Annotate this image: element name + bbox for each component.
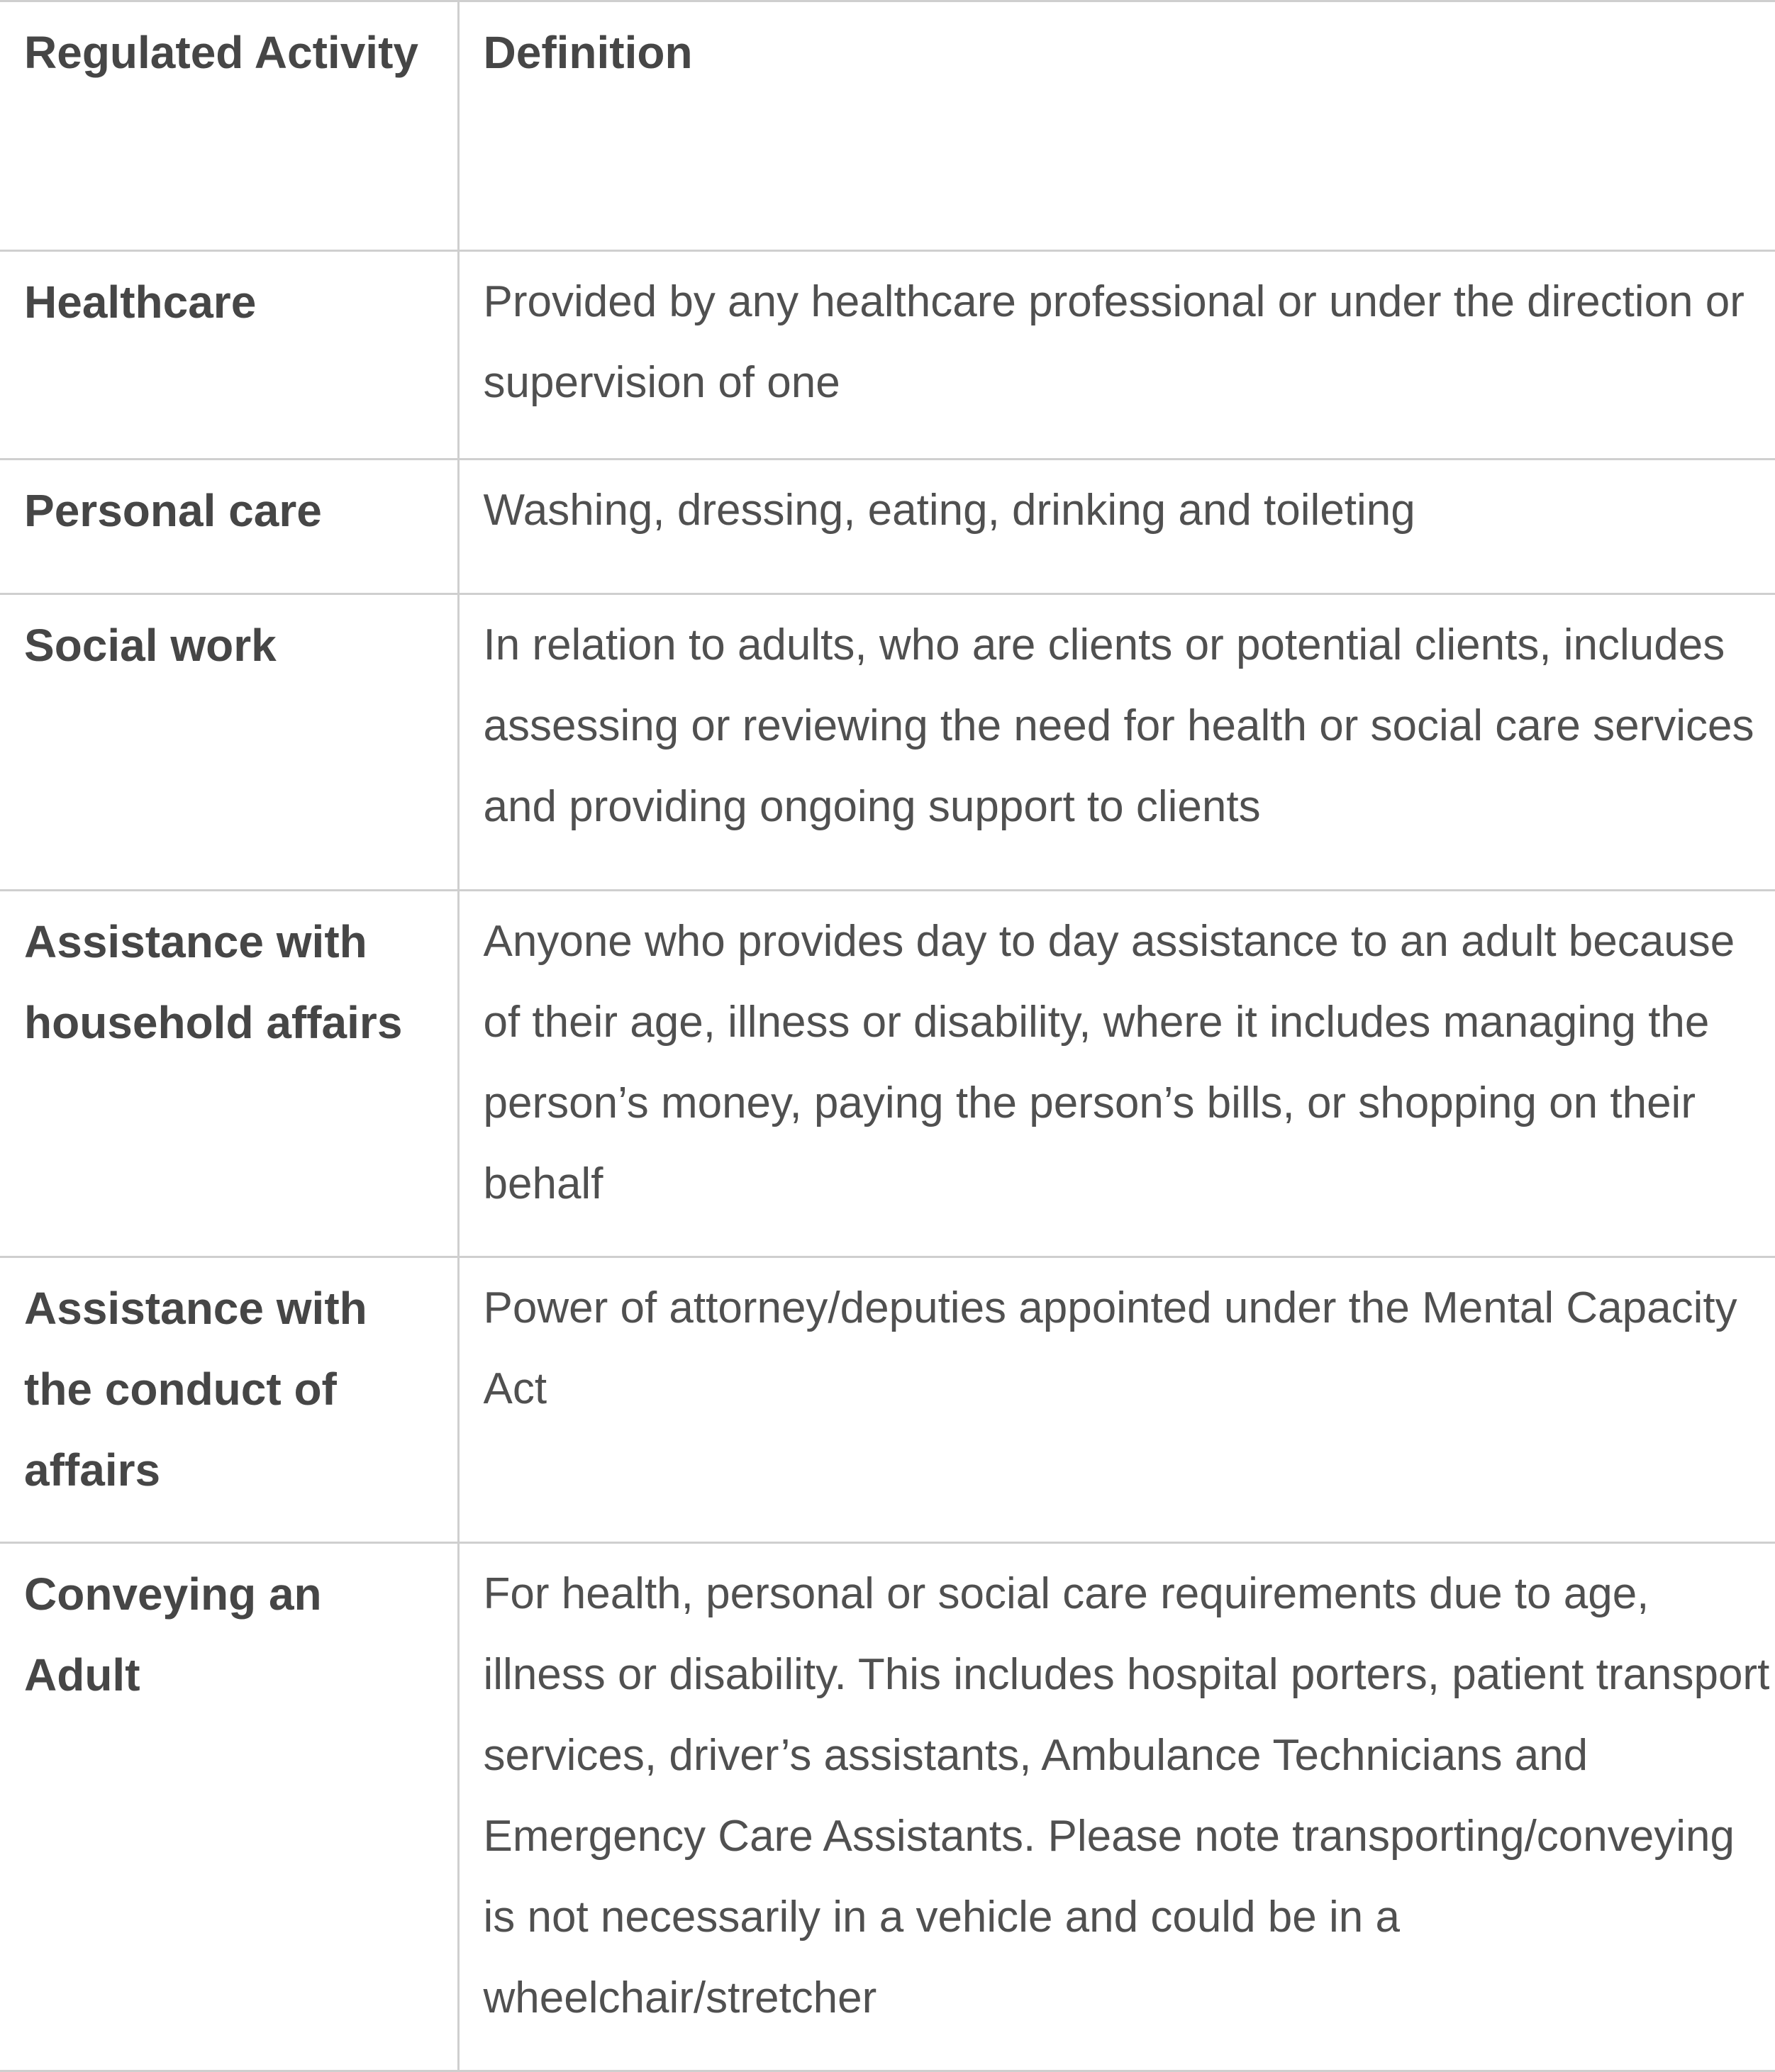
activity-cell: [0, 594, 458, 891]
header-definition: [458, 1, 1775, 251]
activity-label: Social work: [24, 595, 445, 717]
table-row: [0, 891, 1775, 1257]
activity-label: Personal care: [24, 460, 445, 582]
activity-label: Healthcare: [24, 252, 445, 374]
definition-cell: [458, 1543, 1775, 2071]
table-row: [0, 459, 1775, 594]
header-activity: [0, 1, 458, 251]
activity-cell: [0, 459, 458, 594]
activity-cell: [0, 1257, 458, 1543]
table-row: [0, 594, 1775, 891]
activity-cell: [0, 251, 458, 459]
definition-text: Washing, dressing, eating, drinking and toileting: [484, 460, 1775, 582]
definition-cell: [458, 594, 1775, 891]
definition-text: Anyone who provides day to day assistance to an adult because of their age, illness or disability, where it includes managing the person’s money, paying the person’s bills, or shopping on their behalf: [484, 891, 1775, 1256]
activity-label: Conveying an Adult: [24, 1544, 445, 1747]
activity-cell: [0, 891, 458, 1257]
definition-text: For health, personal or social care requirements due to age, illness or disability. This includes hospital porters, patient transport services, driver’s assistants, Ambulance Technicians and Emergency Care Assistants. Please note transporting/conveying is not necessarily in a vehicle and could be in a wheelchair/stretcher: [484, 1544, 1775, 2070]
definition-text: In relation to adults, who are clients or potential clients, includes assessing or reviewing the need for health or social care services and providing ongoing support to clients: [484, 595, 1775, 879]
table-row: [0, 1257, 1775, 1543]
activity-label: Assistance with the conduct of affairs: [24, 1258, 445, 1542]
table-row: [0, 251, 1775, 459]
definition-cell: [458, 891, 1775, 1257]
definition-cell: [458, 1257, 1775, 1543]
activity-label: Assistance with household affairs: [24, 891, 445, 1094]
table-row: [0, 1543, 1775, 2071]
header-activity-label: Regulated Activity: [24, 2, 445, 124]
header-definition-label: Definition: [484, 2, 1775, 124]
table-header-row: [0, 1, 1775, 251]
definition-text: Power of attorney/deputies appointed under the Mental Capacity Act: [484, 1258, 1775, 1461]
definition-text: Provided by any healthcare professional or under the direction or supervision of one: [484, 252, 1775, 455]
definition-cell: [458, 251, 1775, 459]
definition-cell: [458, 459, 1775, 594]
activity-cell: [0, 1543, 458, 2071]
